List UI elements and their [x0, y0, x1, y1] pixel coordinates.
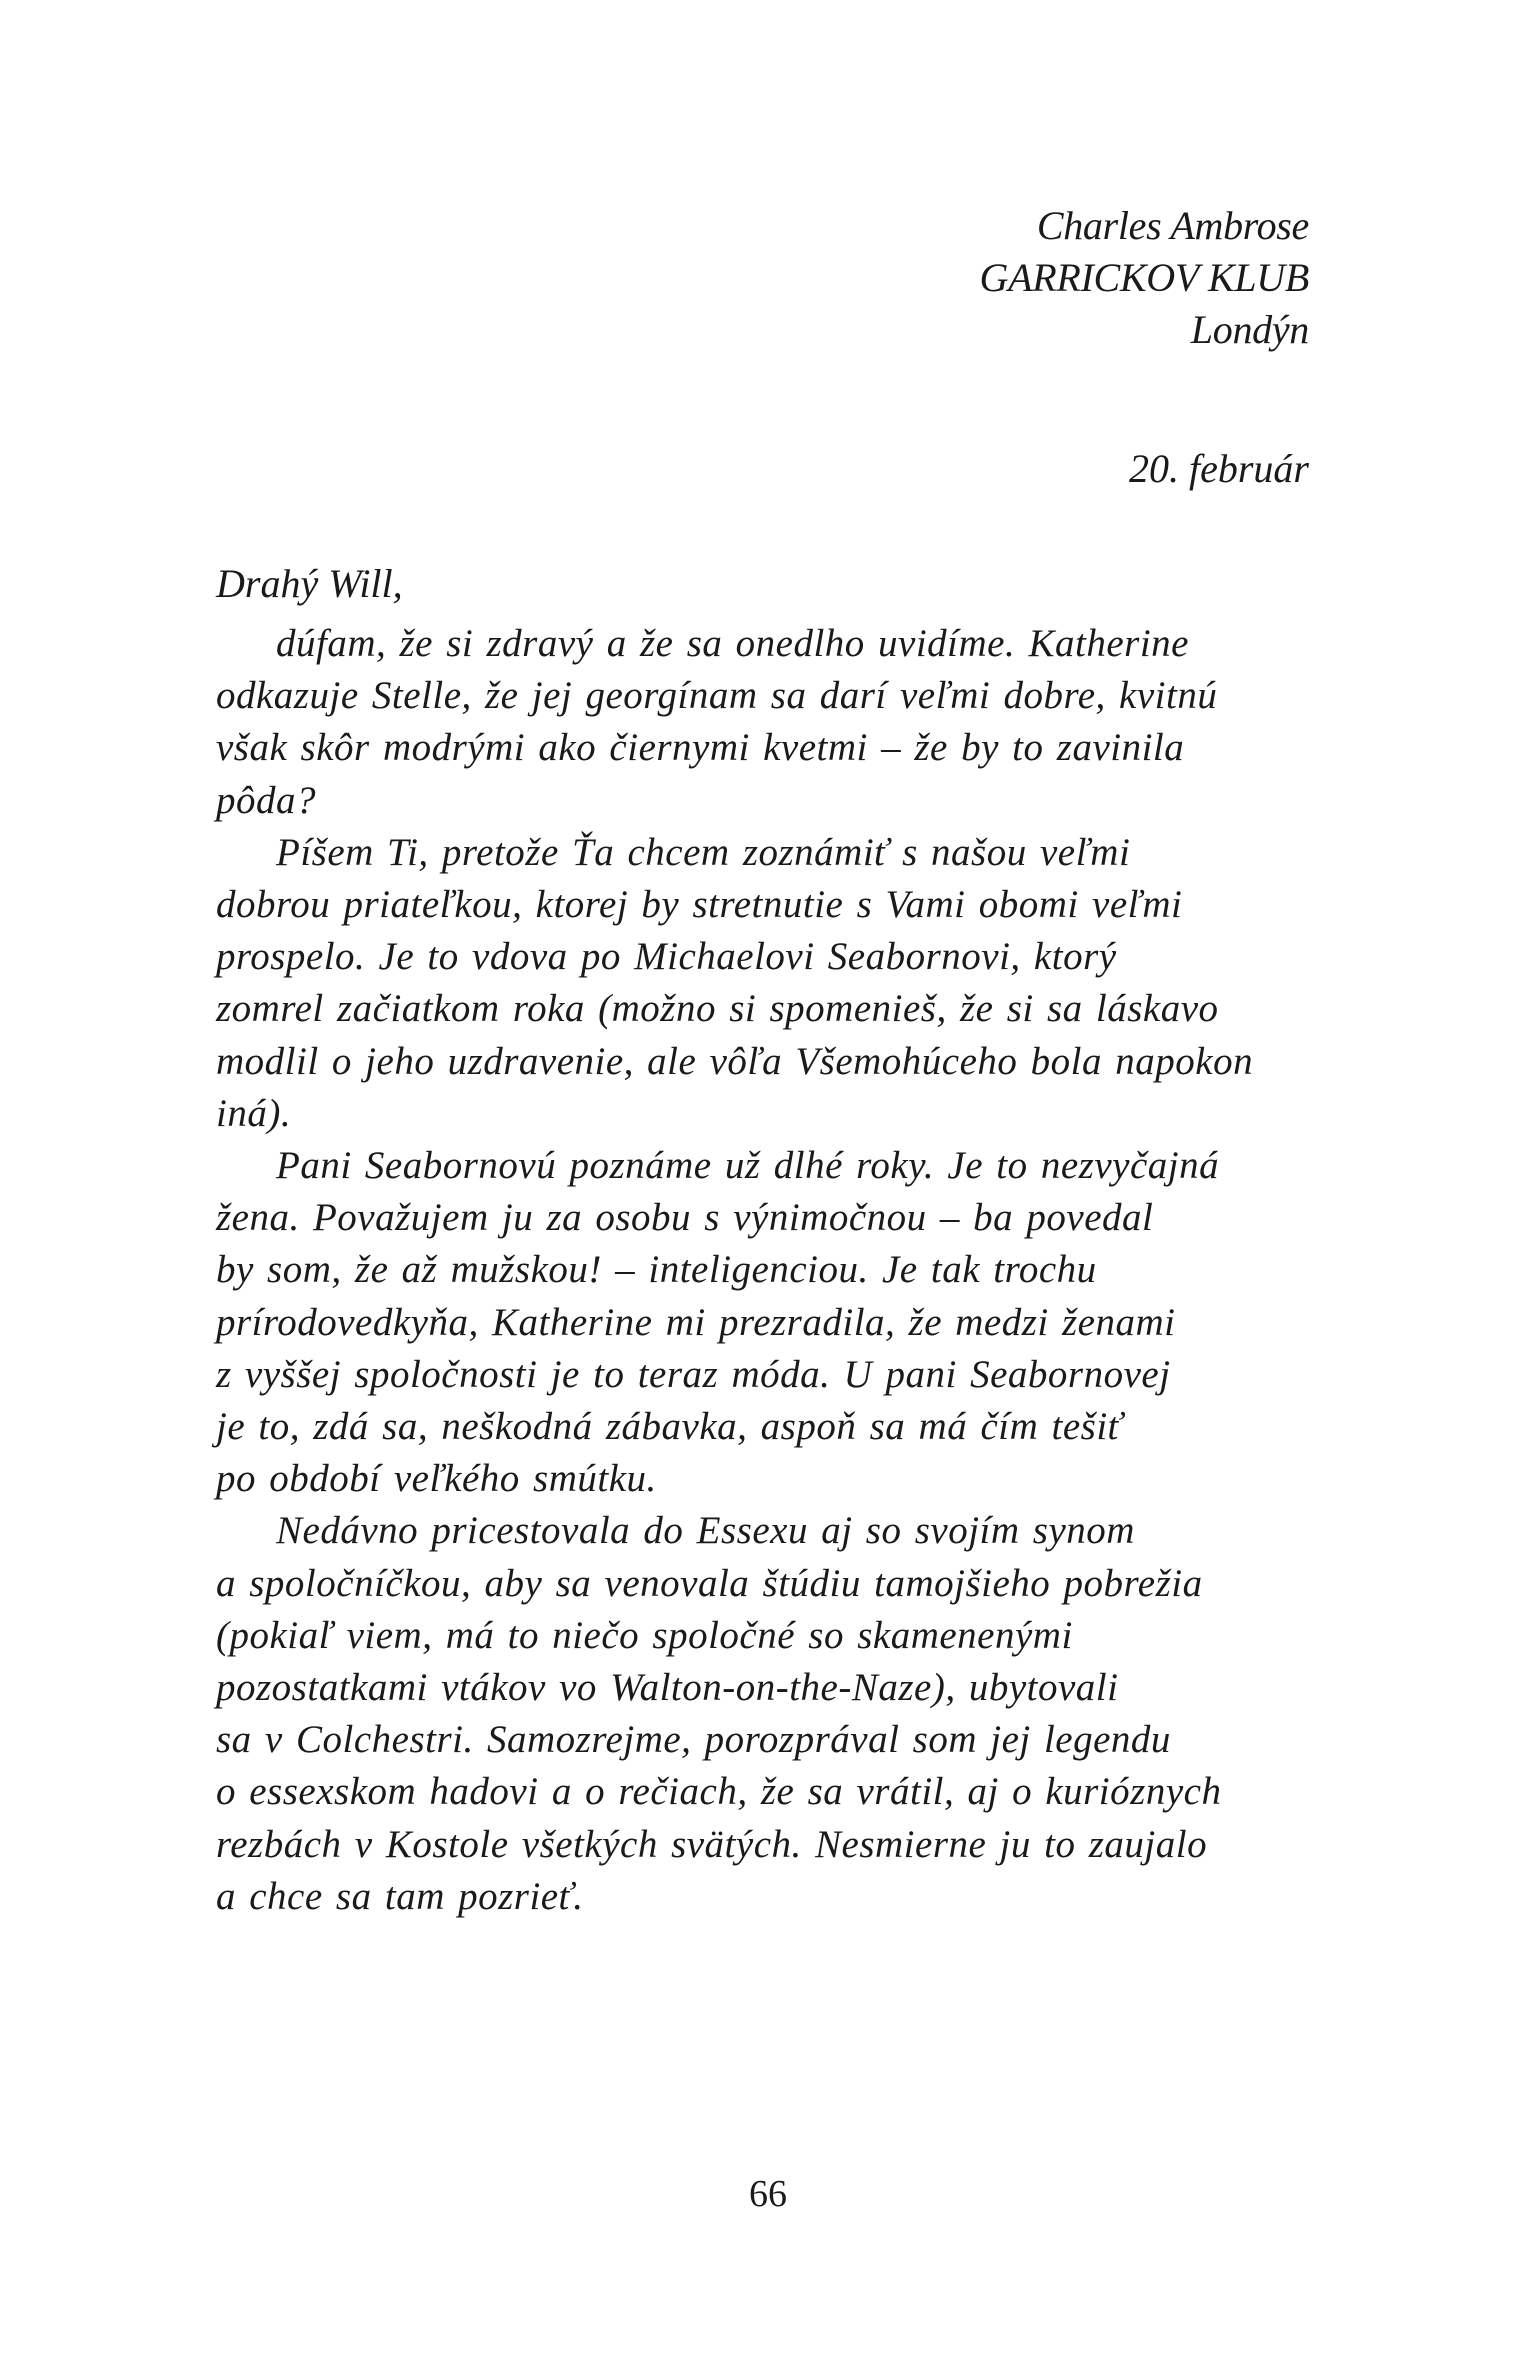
body-line: Nedávno pricestovala do Essexu aj so svojím synom [276, 1509, 1135, 1553]
body-line: (pokiaľ viem, má to niečo spoločné so skamenenými [216, 1613, 1073, 1657]
body-line: Pani Seabornovú poznáme už dlhé roky. Je to nezvyčajná [276, 1144, 1220, 1188]
sender-city: Londýn [1190, 307, 1309, 352]
body-line: dobrou priateľkou, ktorej by stretnutie s Vami obomi veľmi [216, 883, 1183, 927]
body-line: pôda? [216, 778, 316, 822]
body-line: prírodovedkyňa, Katherine mi prezradila, že medzi ženami [216, 1300, 1176, 1344]
body-line: a spoločníčkou, aby sa venovala štúdiu tamojšieho pobrežia [216, 1561, 1203, 1605]
body-line: modlil o jeho uzdravenie, ale vôľa Všemohúceho bola napokon [216, 1039, 1254, 1083]
body-line: rezbách v Kostole všetkých svätých. Nesmierne ju to zaujalo [216, 1822, 1208, 1866]
body-line: Píšem Ti, pretože Ťa chcem zoznámiť s našou veľmi [276, 830, 1131, 874]
body-line: by som, že až mužskou! – inteligenciou. Je tak trochu [216, 1248, 1097, 1292]
body-line: zomrel začiatkom roka (možno si spomenieš, že si sa láskavo [216, 987, 1219, 1031]
body-line: odkazuje Stelle, že jej georgínam sa darí veľmi dobre, kvitnú [216, 674, 1218, 718]
sender-name: Charles Ambrose [1036, 203, 1309, 248]
body-line: a chce sa tam pozrieť. [216, 1874, 584, 1918]
salutation: Drahý Will, [216, 561, 403, 606]
body-line: však skôr modrými ako čiernymi kvetmi – že by to zavinila [216, 726, 1185, 770]
body-line: po období veľkého smútku. [216, 1457, 657, 1501]
page-number: 66 [749, 2173, 787, 2215]
letter-body [216, 618, 1316, 1923]
body-line: je to, zdá sa, neškodná zábavka, aspoň sa má čím tešiť [216, 1405, 1123, 1449]
body-line: iná). [216, 1091, 292, 1135]
letter-date: 20. február [1129, 446, 1309, 491]
body-line: dúfam, že si zdravý a že sa onedlho uvidíme. Katherine [276, 622, 1189, 665]
sender-club: GARRICKOV KLUB [979, 255, 1309, 300]
body-line: prospelo. Je to vdova po Michaelovi Seabornovi, ktorý [216, 935, 1117, 979]
body-line: z vyššej spoločnosti je to teraz móda. U pani Seabornovej [216, 1352, 1171, 1396]
body-line: žena. Považujem ju za osobu s výnimočnou – ba povedal [216, 1196, 1154, 1240]
body-line: pozostatkami vtákov vo Walton-on-the-Naze), ubytovali [216, 1666, 1119, 1710]
body-line: sa v Colchestri. Samozrejme, porozprával som jej legendu [216, 1718, 1171, 1762]
letter-header [979, 200, 1309, 356]
body-line: o essexskom hadovi a o rečiach, že sa vrátil, aj o kurióznych [216, 1770, 1222, 1814]
